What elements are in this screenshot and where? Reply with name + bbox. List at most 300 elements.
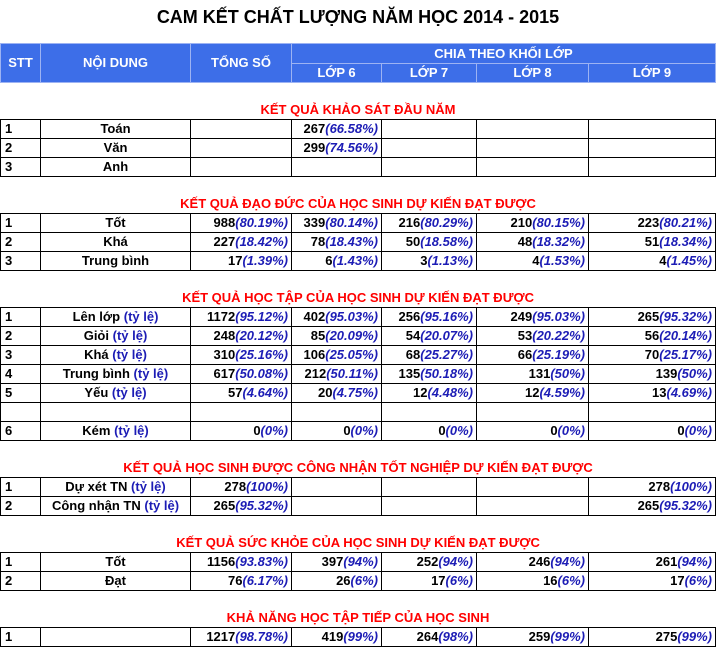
- value-count: 0: [253, 423, 261, 438]
- value-cell-g7: [382, 365, 477, 384]
- value-percent: (95.32%): [235, 498, 288, 513]
- spacer-cell: [41, 83, 191, 101]
- row-label: [41, 139, 191, 158]
- value-cell-g6: [292, 422, 382, 441]
- value-cell-total: [191, 252, 292, 271]
- value-cell-total: [191, 346, 292, 365]
- value-percent: (80.29%): [420, 215, 473, 230]
- row-stt: 1: [1, 308, 41, 327]
- spacer-row: [1, 177, 716, 195]
- spacer-cell: [589, 177, 716, 195]
- value-cell-g9: [589, 553, 716, 572]
- value-cell-g7: [382, 139, 477, 158]
- value-percent: (18.42%): [235, 234, 288, 249]
- quality-table: [0, 43, 716, 647]
- value-count: 265: [637, 309, 660, 324]
- value-count: 17: [670, 573, 685, 588]
- section-title: KẾT QUẢ HỌC TẬP CỦA HỌC SINH DỰ KIẾN ĐẠT ĐƯỢC: [182, 289, 534, 305]
- row-label-text: Trung bình: [81, 253, 150, 268]
- row-label: [41, 422, 191, 441]
- row-stt: 2: [1, 233, 41, 252]
- spacer-cell: [191, 177, 292, 195]
- value-percent: (18.34%): [659, 234, 713, 249]
- row-stt: 2: [1, 327, 41, 346]
- value-cell-g8: [477, 327, 589, 346]
- table-row: [1, 384, 716, 403]
- spacer-cell: [292, 271, 382, 289]
- value-count: 66: [517, 347, 533, 362]
- value-cell-g6: [292, 553, 382, 572]
- spacer-cell: [477, 271, 589, 289]
- value-count: 264: [416, 629, 439, 644]
- value-percent: (95.03%): [532, 309, 585, 324]
- value-cell-g7: [382, 478, 477, 497]
- row-ratio-label: (tỷ lệ): [114, 423, 149, 438]
- value-percent: (0%): [557, 423, 585, 438]
- value-cell-g8: [477, 553, 589, 572]
- spacer-cell: [292, 441, 382, 459]
- spacer-cell: [382, 177, 477, 195]
- row-ratio-label: (tỷ lệ): [112, 328, 148, 343]
- value-cell-g7: [382, 628, 477, 647]
- value-cell-g9: [589, 252, 716, 271]
- spacer-row: [1, 83, 716, 101]
- table-row: [1, 553, 716, 572]
- spacer-cell: [589, 591, 716, 609]
- spacer-cell: [292, 516, 382, 534]
- value-cell-g7: [382, 120, 477, 139]
- value-cell-total: [191, 233, 292, 252]
- value-count: 4: [532, 253, 540, 268]
- value-percent: (93.83%): [235, 554, 288, 569]
- value-count: 0: [438, 423, 446, 438]
- row-label-text: Yếu: [84, 385, 109, 400]
- value-cell-g8: [477, 346, 589, 365]
- row-label: [41, 553, 191, 572]
- value-count: 397: [321, 554, 344, 569]
- spacer-cell: [191, 271, 292, 289]
- value-count: 223: [637, 215, 660, 230]
- value-cell-g6: [292, 233, 382, 252]
- value-cell-g9: [589, 214, 716, 233]
- value-count: 617: [213, 366, 236, 381]
- spacer-cell: [477, 441, 589, 459]
- value-cell-g9: [589, 120, 716, 139]
- value-cell-g8: [477, 308, 589, 327]
- value-percent: (99%): [677, 629, 713, 644]
- value-cell-g8: [477, 365, 589, 384]
- value-count: 48: [517, 234, 533, 249]
- row-label-text: Lên lớp: [72, 309, 121, 324]
- value-count: 16: [543, 573, 558, 588]
- value-cell-total: [191, 628, 292, 647]
- spacer-cell: [382, 516, 477, 534]
- value-cell-total: [191, 365, 292, 384]
- row-label: [41, 497, 191, 516]
- spacer-cell: [589, 516, 716, 534]
- row-label: [41, 384, 191, 403]
- value-cell-g9: [589, 478, 716, 497]
- section-title: KẾT QUẢ HỌC SINH ĐƯỢC CÔNG NHẬN TỐT NGHIỆP DỰ KIẾN ĐẠT ĐƯỢC: [123, 459, 593, 475]
- value-cell-g7: [382, 572, 477, 591]
- row-label: [41, 158, 191, 177]
- value-percent: (20.14%): [659, 328, 713, 343]
- section-title: KẾT QUẢ SỨC KHỎE CỦA HỌC SINH DỰ KIẾN ĐẠT ĐƯỢC: [176, 534, 540, 550]
- value-cell-g7: [382, 422, 477, 441]
- value-percent: (100%): [670, 479, 713, 494]
- value-cell-g8: [477, 403, 589, 422]
- value-count: 299: [303, 140, 326, 155]
- row-label: [41, 233, 191, 252]
- value-percent: (95.16%): [420, 309, 473, 324]
- value-percent: (6%): [684, 573, 713, 588]
- row-label-text: Văn: [103, 140, 128, 155]
- value-percent: (4.48%): [427, 385, 473, 400]
- value-cell-total: [191, 478, 292, 497]
- value-count: 261: [655, 554, 678, 569]
- row-label: [41, 346, 191, 365]
- value-count: 0: [550, 423, 558, 438]
- value-count: 988: [213, 215, 236, 230]
- spacer-cell: [1, 591, 41, 609]
- value-count: 275: [655, 629, 678, 644]
- value-count: 419: [321, 629, 344, 644]
- value-count: 0: [343, 423, 351, 438]
- value-cell-g9: [589, 497, 716, 516]
- row-label-text: Kém: [82, 423, 111, 438]
- value-percent: (94%): [677, 554, 713, 569]
- row-label-text: Khá: [84, 347, 109, 362]
- value-percent: (20.22%): [532, 328, 585, 343]
- value-percent: (25.19%): [532, 347, 585, 362]
- spacer-cell: [1, 441, 41, 459]
- row-label-text: Đạt: [105, 573, 126, 588]
- value-cell-total: [191, 497, 292, 516]
- table-row: [1, 120, 716, 139]
- value-percent: (4.59%): [539, 385, 585, 400]
- row-label: [41, 327, 191, 346]
- value-count: 17: [431, 573, 446, 588]
- value-percent: (1.53%): [539, 253, 585, 268]
- table-row: [1, 346, 716, 365]
- table-row: [1, 628, 716, 647]
- spacer-row: [1, 591, 716, 609]
- value-count: 227: [213, 234, 236, 249]
- value-percent: (1.39%): [242, 253, 288, 268]
- value-count: 56: [644, 328, 660, 343]
- table-row: [1, 139, 716, 158]
- row-stt: 3: [1, 346, 41, 365]
- value-cell-g7: [382, 327, 477, 346]
- row-ratio-label: (tỷ lệ): [144, 498, 180, 513]
- header-lop7: LỚP 7: [382, 64, 477, 83]
- value-count: 310: [213, 347, 236, 362]
- value-cell-g9: [589, 422, 716, 441]
- table-row: [1, 158, 716, 177]
- row-label: [41, 628, 191, 647]
- row-ratio-label: (tỷ lệ): [111, 385, 147, 400]
- value-cell-g7: [382, 158, 477, 177]
- value-percent: (50%): [550, 366, 585, 381]
- row-label-text: Tốt: [105, 554, 126, 569]
- value-count: 106: [303, 347, 326, 362]
- value-percent: (99%): [343, 629, 378, 644]
- value-count: 26: [336, 573, 351, 588]
- table-row: [1, 327, 716, 346]
- value-cell-g7: [382, 346, 477, 365]
- value-cell-g6: [292, 214, 382, 233]
- value-percent: (94%): [438, 554, 473, 569]
- value-count: 259: [528, 629, 551, 644]
- value-cell-g8: [477, 478, 589, 497]
- spacer-cell: [191, 83, 292, 101]
- value-percent: (98.78%): [235, 629, 288, 644]
- value-cell-total: [191, 139, 292, 158]
- value-percent: (1.43%): [332, 253, 378, 268]
- value-count: 51: [644, 234, 660, 249]
- value-count: 252: [416, 554, 439, 569]
- value-percent: (94%): [343, 554, 378, 569]
- value-cell-g6: [292, 158, 382, 177]
- spacer-cell: [589, 441, 716, 459]
- value-cell-total: [191, 214, 292, 233]
- table-row: [1, 365, 716, 384]
- value-cell-g9: [589, 139, 716, 158]
- spacer-cell: [292, 591, 382, 609]
- row-label-text: Trung bình: [62, 366, 130, 381]
- row-label-text: Dự xét TN: [65, 479, 128, 494]
- spacer-cell: [477, 591, 589, 609]
- value-cell-g7: [382, 214, 477, 233]
- value-count: 6: [325, 253, 333, 268]
- row-label-text: Toán: [100, 121, 131, 136]
- value-percent: (25.17%): [659, 347, 713, 362]
- value-percent: (4.75%): [332, 385, 378, 400]
- spacer-cell: [477, 83, 589, 101]
- row-stt: 1: [1, 628, 41, 647]
- header-row: [1, 44, 716, 64]
- value-cell-g7: [382, 252, 477, 271]
- value-count: 1172: [207, 309, 236, 324]
- value-count: 53: [517, 328, 533, 343]
- table-row: [1, 308, 716, 327]
- value-cell-g9: [589, 327, 716, 346]
- value-count: 12: [413, 385, 428, 400]
- row-stt: [1, 403, 41, 422]
- value-percent: (100%): [246, 479, 288, 494]
- header-lop6: LỚP 6: [292, 64, 382, 83]
- value-cell-total: [191, 120, 292, 139]
- value-percent: (20.07%): [420, 328, 473, 343]
- value-percent: (25.05%): [325, 347, 378, 362]
- value-cell-g9: [589, 233, 716, 252]
- value-percent: (50%): [677, 366, 713, 381]
- row-ratio-label: (tỷ lệ): [131, 479, 166, 494]
- row-stt: 1: [1, 214, 41, 233]
- row-label-text: Công nhận TN: [51, 498, 141, 513]
- spacer-row: [1, 271, 716, 289]
- value-cell-g8: [477, 497, 589, 516]
- value-cell-g6: [292, 628, 382, 647]
- section-title-row: [1, 101, 716, 120]
- value-cell-g8: [477, 158, 589, 177]
- section-title: KHẢ NĂNG HỌC TẬP TIẾP CỦA HỌC SINH: [226, 609, 490, 625]
- value-cell-g8: [477, 214, 589, 233]
- value-count: 54: [405, 328, 421, 343]
- spacer-cell: [382, 591, 477, 609]
- value-count: 246: [528, 554, 551, 569]
- value-cell-total: [191, 327, 292, 346]
- value-count: 216: [398, 215, 421, 230]
- value-cell-g6: [292, 252, 382, 271]
- value-cell-g7: [382, 553, 477, 572]
- value-cell-g8: [477, 139, 589, 158]
- value-cell-g9: [589, 572, 716, 591]
- value-cell-g7: [382, 233, 477, 252]
- value-percent: (95.32%): [659, 498, 713, 513]
- value-cell-g8: [477, 572, 589, 591]
- value-percent: (50.08%): [235, 366, 288, 381]
- spacer-cell: [191, 441, 292, 459]
- value-cell-total: [191, 308, 292, 327]
- row-label: [41, 120, 191, 139]
- value-percent: (25.27%): [420, 347, 473, 362]
- row-ratio-label: (tỷ lệ): [123, 309, 159, 324]
- spacer-cell: [41, 177, 191, 195]
- value-cell-total: [191, 403, 292, 422]
- value-percent: (6%): [557, 573, 585, 588]
- value-percent: (4.64%): [242, 385, 288, 400]
- value-percent: (6.17%): [242, 573, 288, 588]
- value-count: 212: [304, 366, 327, 381]
- value-cell-g6: [292, 365, 382, 384]
- value-percent: (94%): [550, 554, 585, 569]
- value-cell-g6: [292, 139, 382, 158]
- value-percent: (99%): [550, 629, 585, 644]
- table-row: [1, 497, 716, 516]
- row-label: [41, 478, 191, 497]
- row-label-text: Giỏi: [83, 328, 109, 343]
- value-percent: (0%): [260, 423, 288, 438]
- spacer-cell: [589, 83, 716, 101]
- row-stt: 2: [1, 497, 41, 516]
- section-title-row: [1, 195, 716, 214]
- value-cell-g6: [292, 346, 382, 365]
- spacer-cell: [41, 591, 191, 609]
- row-label: [41, 365, 191, 384]
- row-stt: 2: [1, 572, 41, 591]
- row-stt: 2: [1, 139, 41, 158]
- value-percent: (80.15%): [532, 215, 585, 230]
- value-count: 3: [420, 253, 428, 268]
- value-count: 70: [644, 347, 660, 362]
- value-percent: (95.03%): [325, 309, 378, 324]
- value-cell-g8: [477, 628, 589, 647]
- spacer-cell: [382, 271, 477, 289]
- value-count: 78: [310, 234, 326, 249]
- header-noi-dung: NỘI DUNG: [41, 44, 191, 83]
- row-stt: 3: [1, 158, 41, 177]
- value-cell-g6: [292, 120, 382, 139]
- value-percent: (25.16%): [235, 347, 288, 362]
- spacer-cell: [41, 271, 191, 289]
- spacer-cell: [1, 177, 41, 195]
- value-cell-g9: [589, 346, 716, 365]
- value-count: 265: [213, 498, 236, 513]
- value-cell-g6: [292, 308, 382, 327]
- value-count: 4: [659, 253, 667, 268]
- header-lop9: LỚP 9: [589, 64, 716, 83]
- spacer-cell: [1, 516, 41, 534]
- spacer-row: [1, 441, 716, 459]
- table-row: [1, 422, 716, 441]
- value-count: 85: [310, 328, 326, 343]
- value-cell-total: [191, 384, 292, 403]
- value-percent: (1.13%): [427, 253, 473, 268]
- spacer-cell: [1, 271, 41, 289]
- section-title: KẾT QUẢ ĐẠO ĐỨC CỦA HỌC SINH DỰ KIẾN ĐẠT ĐƯỢC: [180, 195, 536, 211]
- spacer-cell: [41, 516, 191, 534]
- header-chia-theo: CHIA THEO KHỐI LỚP: [292, 44, 716, 64]
- value-percent: (20.09%): [325, 328, 378, 343]
- value-percent: (98%): [438, 629, 473, 644]
- value-percent: (80.21%): [659, 215, 713, 230]
- value-percent: (4.69%): [666, 385, 713, 400]
- section-title-row: [1, 459, 716, 478]
- spacer-cell: [477, 177, 589, 195]
- spacer-cell: [589, 271, 716, 289]
- value-percent: (95.12%): [235, 309, 288, 324]
- row-label-text: Tốt: [105, 215, 126, 230]
- value-cell-g6: [292, 497, 382, 516]
- spacer-cell: [477, 516, 589, 534]
- value-count: 265: [637, 498, 660, 513]
- value-count: 139: [655, 366, 678, 381]
- value-percent: (74.56%): [325, 140, 378, 155]
- value-count: 13: [652, 385, 667, 400]
- section-title-row: [1, 609, 716, 628]
- value-count: 278: [224, 479, 247, 494]
- section-title: KẾT QUẢ KHẢO SÁT ĐẦU NĂM: [260, 101, 456, 117]
- value-cell-total: [191, 572, 292, 591]
- row-label-text: Anh: [102, 159, 129, 174]
- row-stt: 1: [1, 553, 41, 572]
- value-percent: (0%): [350, 423, 378, 438]
- value-count: 402: [303, 309, 326, 324]
- table-row: [1, 252, 716, 271]
- value-count: 210: [510, 215, 533, 230]
- value-count: 131: [528, 366, 551, 381]
- value-percent: (80.19%): [235, 215, 288, 230]
- value-count: 256: [398, 309, 421, 324]
- value-cell-g6: [292, 403, 382, 422]
- header-tong-so: TỔNG SỐ: [191, 44, 292, 83]
- value-percent: (50.11%): [326, 366, 378, 381]
- value-percent: (18.58%): [420, 234, 473, 249]
- row-label-text: Khá: [103, 234, 128, 249]
- spacer-cell: [382, 441, 477, 459]
- value-percent: (18.43%): [325, 234, 378, 249]
- spacer-cell: [41, 441, 191, 459]
- value-cell-total: [191, 553, 292, 572]
- value-percent: (18.32%): [532, 234, 585, 249]
- table-row: [1, 233, 716, 252]
- spacer-cell: [382, 83, 477, 101]
- value-cell-g6: [292, 478, 382, 497]
- row-stt: 6: [1, 422, 41, 441]
- value-count: 339: [303, 215, 326, 230]
- value-cell-g9: [589, 403, 716, 422]
